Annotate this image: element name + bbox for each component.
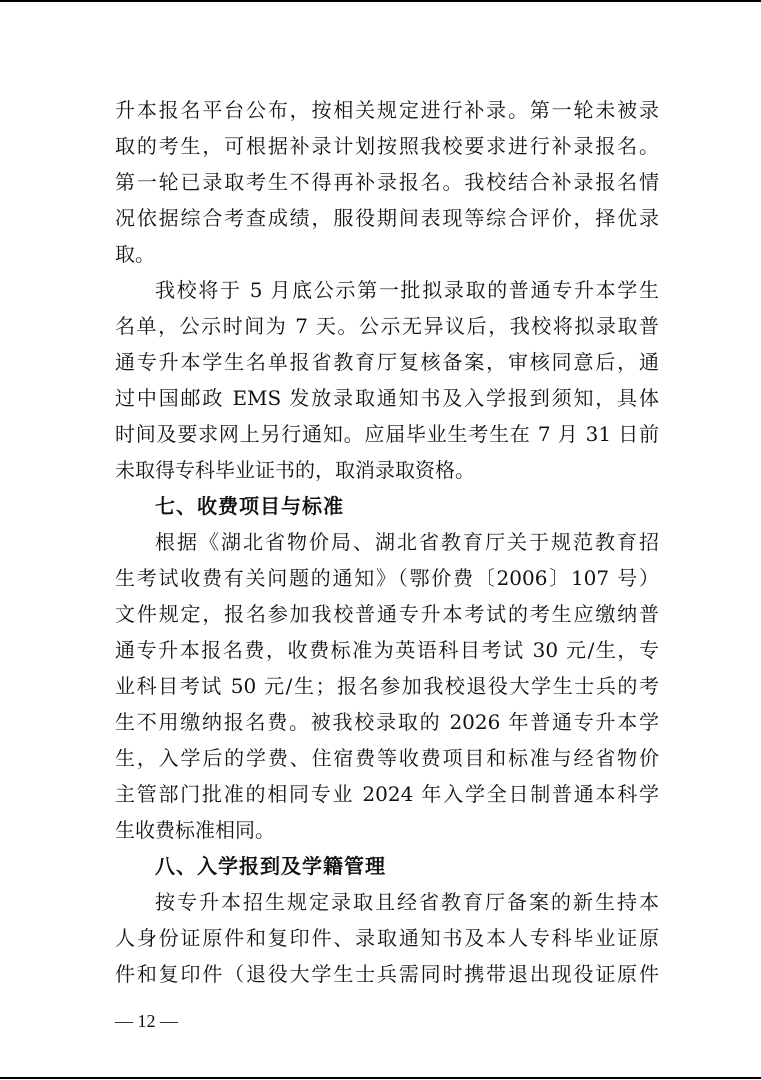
body-text-line: 生，入学后的学费、住宿费等收费项目和标准与经省物价 bbox=[115, 746, 659, 770]
page-number: — 12 — bbox=[115, 1011, 178, 1031]
body-text-line: 主管部门批准的相同专业 2024 年入学全日制普通本科学 bbox=[115, 782, 659, 806]
body-text-line: 生不用缴纳报名费。被我校录取的 2026 年普通专升本学 bbox=[115, 710, 659, 734]
body-text-line: 时间及要求网上另行通知。应届毕业生考生在 7 月 31 日前 bbox=[115, 422, 659, 446]
body-text-line: 升本报名平台公布，按相关规定进行补录。第一轮未被录 bbox=[115, 98, 659, 122]
body-text-line: 取的考生，可根据补录计划按照我校要求进行补录报名。 bbox=[115, 134, 659, 158]
top-border-rule bbox=[0, 0, 761, 2]
section-heading-enrollment: 八、入学报到及学籍管理 bbox=[155, 854, 386, 878]
paragraph-first-line: 我校将于 5 月底公示第一批拟录取的普通专升本学生 bbox=[155, 278, 659, 302]
paragraph-first-line: 按专升本招生规定录取且经省教育厅备案的新生持本 bbox=[155, 890, 659, 914]
body-text-line: 名单，公示时间为 7 天。公示无异议后，我校将拟录取普 bbox=[115, 314, 659, 338]
body-text-line: 况依据综合考查成绩，服役期间表现等综合评价，择优录 bbox=[115, 206, 659, 230]
body-text-line: 生收费标准相同。 bbox=[115, 818, 275, 842]
paragraph-first-line: 根据《湖北省物价局、湖北省教育厅关于规范教育招 bbox=[155, 530, 659, 554]
body-text-line: 未取得专科毕业证书的，取消录取资格。 bbox=[115, 458, 475, 482]
body-text-line: 件和复印件（退役大学生士兵需同时携带退出现役证原件 bbox=[115, 962, 659, 986]
body-text-line: 取。 bbox=[115, 242, 155, 266]
body-text-line: 过中国邮政 EMS 发放录取通知书及入学报到须知，具体 bbox=[115, 386, 659, 410]
body-text-line: 业科目考试 50 元/生；报名参加我校退役大学生士兵的考 bbox=[115, 674, 659, 698]
body-text-line: 通专升本学生名单报省教育厅复核备案，审核同意后，通 bbox=[115, 350, 659, 374]
section-heading-fees: 七、收费项目与标准 bbox=[155, 494, 344, 518]
body-text-line: 生考试收费有关问题的通知》（鄂价费〔2006〕107 号） bbox=[115, 566, 659, 590]
body-text-line: 通专升本报名费，收费标准为英语科目考试 30 元/生，专 bbox=[115, 638, 659, 662]
body-text-line: 文件规定，报名参加我校普通专升本考试的考生应缴纳普 bbox=[115, 602, 659, 626]
body-text-line: 人身份证原件和复印件、录取通知书及本人专科毕业证原 bbox=[115, 926, 659, 950]
bottom-border-rule bbox=[0, 1077, 761, 1079]
body-text-line: 第一轮已录取考生不得再补录报名。我校结合补录报名情 bbox=[115, 170, 659, 194]
